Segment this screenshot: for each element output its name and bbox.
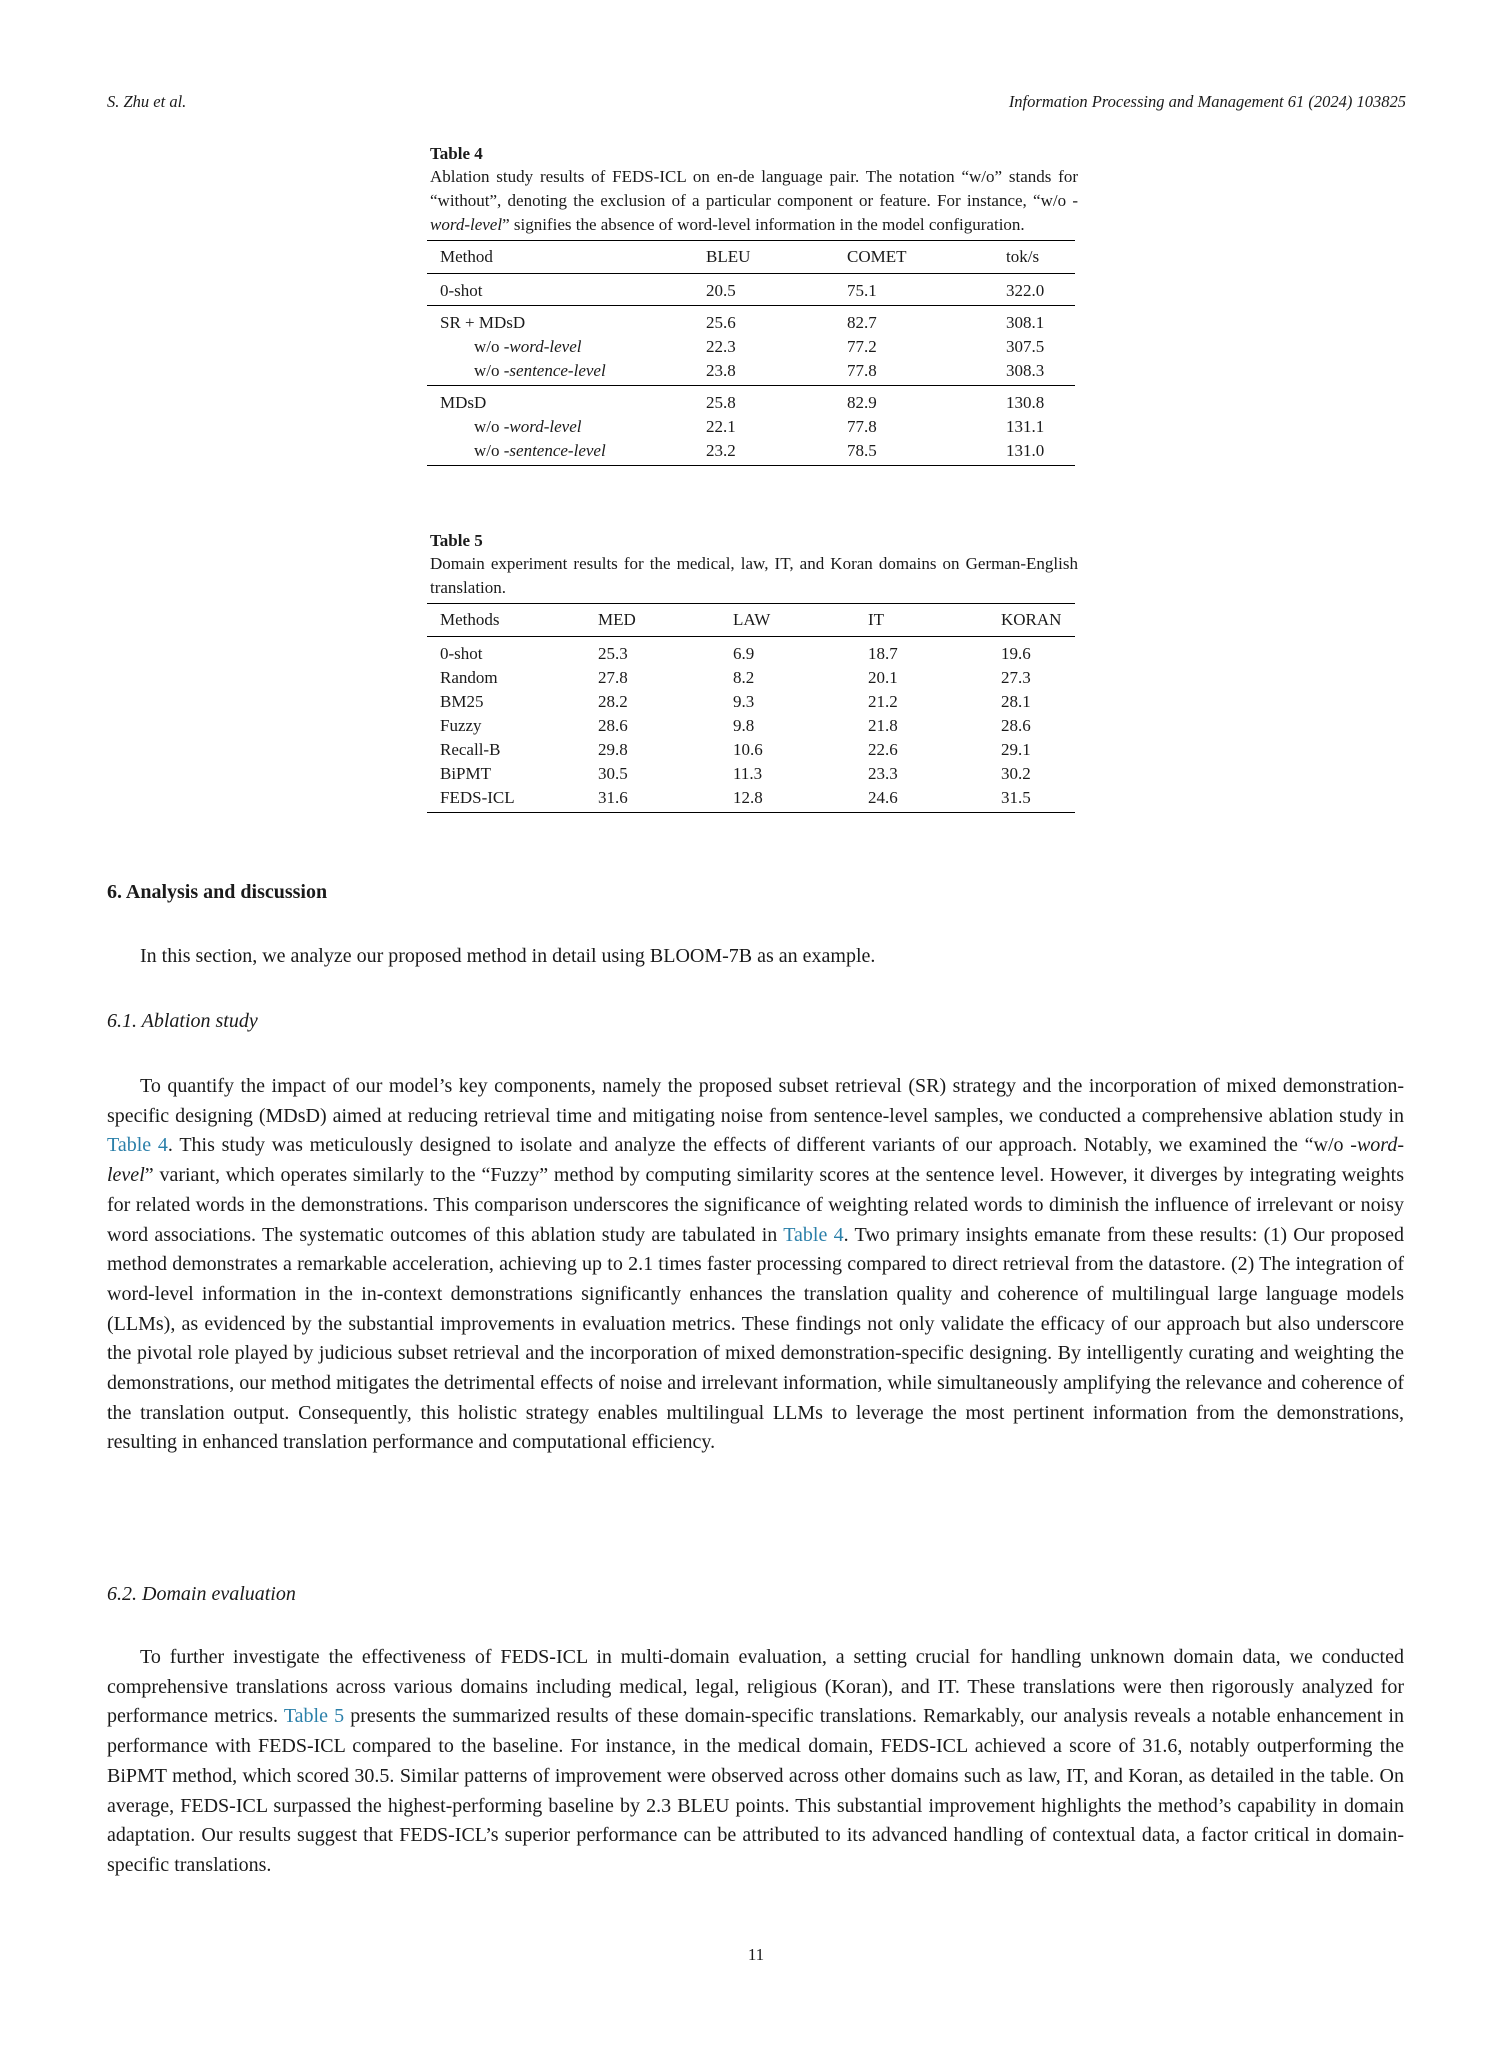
- table-cell: 21.8: [868, 716, 898, 735]
- table-cell: 29.1: [1001, 740, 1031, 759]
- domain-paragraph: To further investigate the effectiveness of FEDS-ICL in multi-domain evaluation, a setting crucial for handling unknown domain data, we conducted comprehensive translations across various domains including medical, legal, religious (Koran), and IT. These translations were then rigorously analyzed for performance metrics. Table 5 presents the summarized results of these domain-specific translations. Remarkably, our analysis reveals a notable enhancement in performance with FEDS-ICL compared to the baseline. For instance, in the medical domain, FEDS-ICL achieved a score of 31.6, notably outperforming the BiPMT method, which scored 30.5. Similar patterns of improvement were observed across other domains such as law, IT, and Koran, as detailed in the table. On average, FEDS-ICL surpassed the highest-performing baseline by 2.3 BLEU points. This substantial improvement highlights the method’s capability in domain adaptation. Our results suggest that FEDS-ICL’s superior performance can be attributed to its advanced handling of contextual data, a factor critical in domain-specific translations.: [107, 1646, 1404, 1876]
- col-header-med: MED: [598, 604, 733, 637]
- table-cell: 28.6: [598, 716, 628, 735]
- table-cell: 24.6: [868, 786, 1001, 813]
- table-row: w/o -word-level 22.3 77.2 307.5: [474, 337, 1045, 356]
- table-cell: 30.5: [598, 764, 628, 783]
- col-header-it: IT: [868, 604, 1001, 637]
- col-header-toks: tok/s: [1006, 241, 1075, 274]
- section-intro-paragraph: In this section, we analyze our proposed method in detail using BLOOM-7B as an example.: [140, 945, 876, 967]
- table-4-link[interactable]: Table 4: [107, 1134, 168, 1157]
- table-row: [427, 738, 1075, 762]
- table-cell: 20.1: [868, 668, 898, 687]
- table-4: [427, 240, 1075, 466]
- col-header-bleu: BLEU: [706, 241, 847, 274]
- table-row: [427, 690, 1075, 714]
- table-cell: Recall-B: [440, 740, 501, 759]
- table-cell: 25.3: [598, 644, 628, 663]
- table-4-block: [430, 143, 1078, 466]
- table-cell: 22.6: [868, 740, 898, 759]
- table-cell: 6.9: [733, 644, 755, 663]
- table-row: w/o -sentence-level 23.8 77.8 308.3: [427, 359, 1075, 386]
- table-5: [427, 603, 1075, 813]
- table-row: [427, 666, 1075, 690]
- table-row: [427, 786, 1075, 813]
- table-5-caption: Domain experiment results for the medical, law, IT, and Koran domains on German-English translation.: [430, 554, 1078, 597]
- table-row: w/o -sentence-level 23.2 78.5 131.0: [427, 439, 1075, 466]
- ablation-paragraph: To quantify the impact of our model’s key components, namely the proposed subset retrieval (SR) strategy and the incorporation of mixed demonstration-specific designing (MDsD) aimed at reducing retrieval time and mitigating noise from sentence-level samples, we conducted a comprehensive ablation study in Table 4. This study was meticulously designed to isolate and analyze the effects of different variants of our approach. Notably, we examined the “w/o -word-level” variant, which operates similarly to the “Fuzzy” method by computing similarity scores at the sentence level. However, it diverges by integrating weights for related words in the demonstrations. This comparison underscores the significance of weighting related words to diminish the influence of irrelevant or noisy word associations. The systematic outcomes of this ablation study are tabulated in Table 4. Two primary insights emanate from these results: (1) Our proposed method demonstrates a remarkable acceleration, achieving up to 2.1 times faster processing compared to direct retrieval from the datastore. (2) The integration of word-level information in the in-context demonstrations significantly enhances the translation quality and coherence of multilingual large language models (LLMs), as evidenced by the substantial improvements in evaluation metrics. These findings not only validate the efficacy of our approach but also underscore the pivotal role played by judicious subset retrieval and the incorporation of mixed demonstration-specific designing. By intelligently curating and weighting the demonstrations, our method mitigates the detrimental effects of noise and irrelevant information, while simultaneously amplifying the relevance and coherence of the translation output. Consequently, this holistic strategy enables multilingual LLMs to leverage the most pertinent information from the demonstrations, resulting in enhanced translation performance and computational efficiency.: [107, 1075, 1404, 1454]
- col-header-comet: COMET: [847, 241, 1006, 274]
- page-number: 11: [747, 1945, 765, 1964]
- table-cell: 27.3: [1001, 668, 1031, 687]
- subsection-heading-domain: 6.2. Domain evaluation: [107, 1583, 296, 1605]
- table-row: [427, 637, 1075, 667]
- running-header-journal: Information Processing and Management 61 (2024) 103825: [1008, 92, 1406, 111]
- table-4-label: Table 4: [430, 144, 483, 163]
- col-header-method: Method: [427, 241, 706, 274]
- table-row: [427, 714, 1075, 738]
- table-cell: 28.1: [1001, 692, 1031, 711]
- col-header-law: LAW: [733, 604, 868, 637]
- table-cell: Random: [440, 668, 498, 687]
- table-cell: 30.2: [1001, 764, 1031, 783]
- table-cell: BM25: [440, 692, 484, 711]
- table-4-link[interactable]: Table 4: [783, 1223, 844, 1246]
- table-cell: FEDS-ICL: [427, 786, 598, 813]
- table-row: SR + MDsD 25.6 82.7 308.1: [440, 313, 1045, 332]
- table-5-link[interactable]: Table 5: [283, 1705, 345, 1728]
- table-cell: 12.8: [733, 786, 868, 813]
- table-cell: 27.8: [598, 668, 628, 687]
- table-cell: 21.2: [868, 692, 898, 711]
- table-cell: 9.8: [733, 716, 755, 735]
- table-cell: 29.8: [598, 740, 628, 759]
- col-header-koran: KORAN: [1001, 604, 1075, 637]
- table-5-block: [430, 530, 1078, 813]
- table-row: MDsD 25.8 82.9 130.8: [440, 393, 1045, 412]
- table-cell: 11.3: [733, 764, 763, 783]
- subsection-heading-ablation: 6.1. Ablation study: [107, 1010, 258, 1032]
- table-cell: 31.5: [1001, 786, 1075, 813]
- table-cell: 31.6: [598, 786, 733, 813]
- table-cell: 28.2: [598, 692, 628, 711]
- table-cell: 19.6: [1001, 644, 1031, 663]
- table-row: w/o -word-level 22.1 77.8 131.1: [474, 417, 1045, 436]
- table-row: 0-shot 20.5 75.1 322.0: [427, 274, 1075, 306]
- table-row: [427, 762, 1075, 786]
- running-header-authors: S. Zhu et al.: [107, 92, 187, 111]
- table-cell: 8.2: [733, 668, 755, 687]
- table-header-row: [427, 604, 1075, 637]
- table-cell: 23.3: [868, 764, 898, 783]
- table-cell: 10.6: [733, 740, 763, 759]
- table-cell: 9.3: [733, 692, 755, 711]
- table-cell: BiPMT: [440, 764, 492, 783]
- col-header-methods: Methods: [427, 604, 598, 637]
- table-header-row: [427, 241, 1075, 274]
- section-heading: 6. Analysis and discussion: [107, 881, 328, 903]
- table-cell: 28.6: [1001, 716, 1031, 735]
- table-4-caption: Ablation study results of FEDS-ICL on en-de language pair. The notation “w/o” stands for “without”, denoting the exclusion of a particular component or feature. For instance, “w/o -word-level” signifies the absence of word-level information in the model configuration.: [430, 167, 1078, 234]
- table-cell: 18.7: [868, 644, 898, 663]
- table-cell: 0-shot: [440, 644, 483, 663]
- table-5-label: Table 5: [430, 531, 483, 550]
- table-cell: Fuzzy: [440, 716, 482, 735]
- table-5-body: [427, 637, 1075, 813]
